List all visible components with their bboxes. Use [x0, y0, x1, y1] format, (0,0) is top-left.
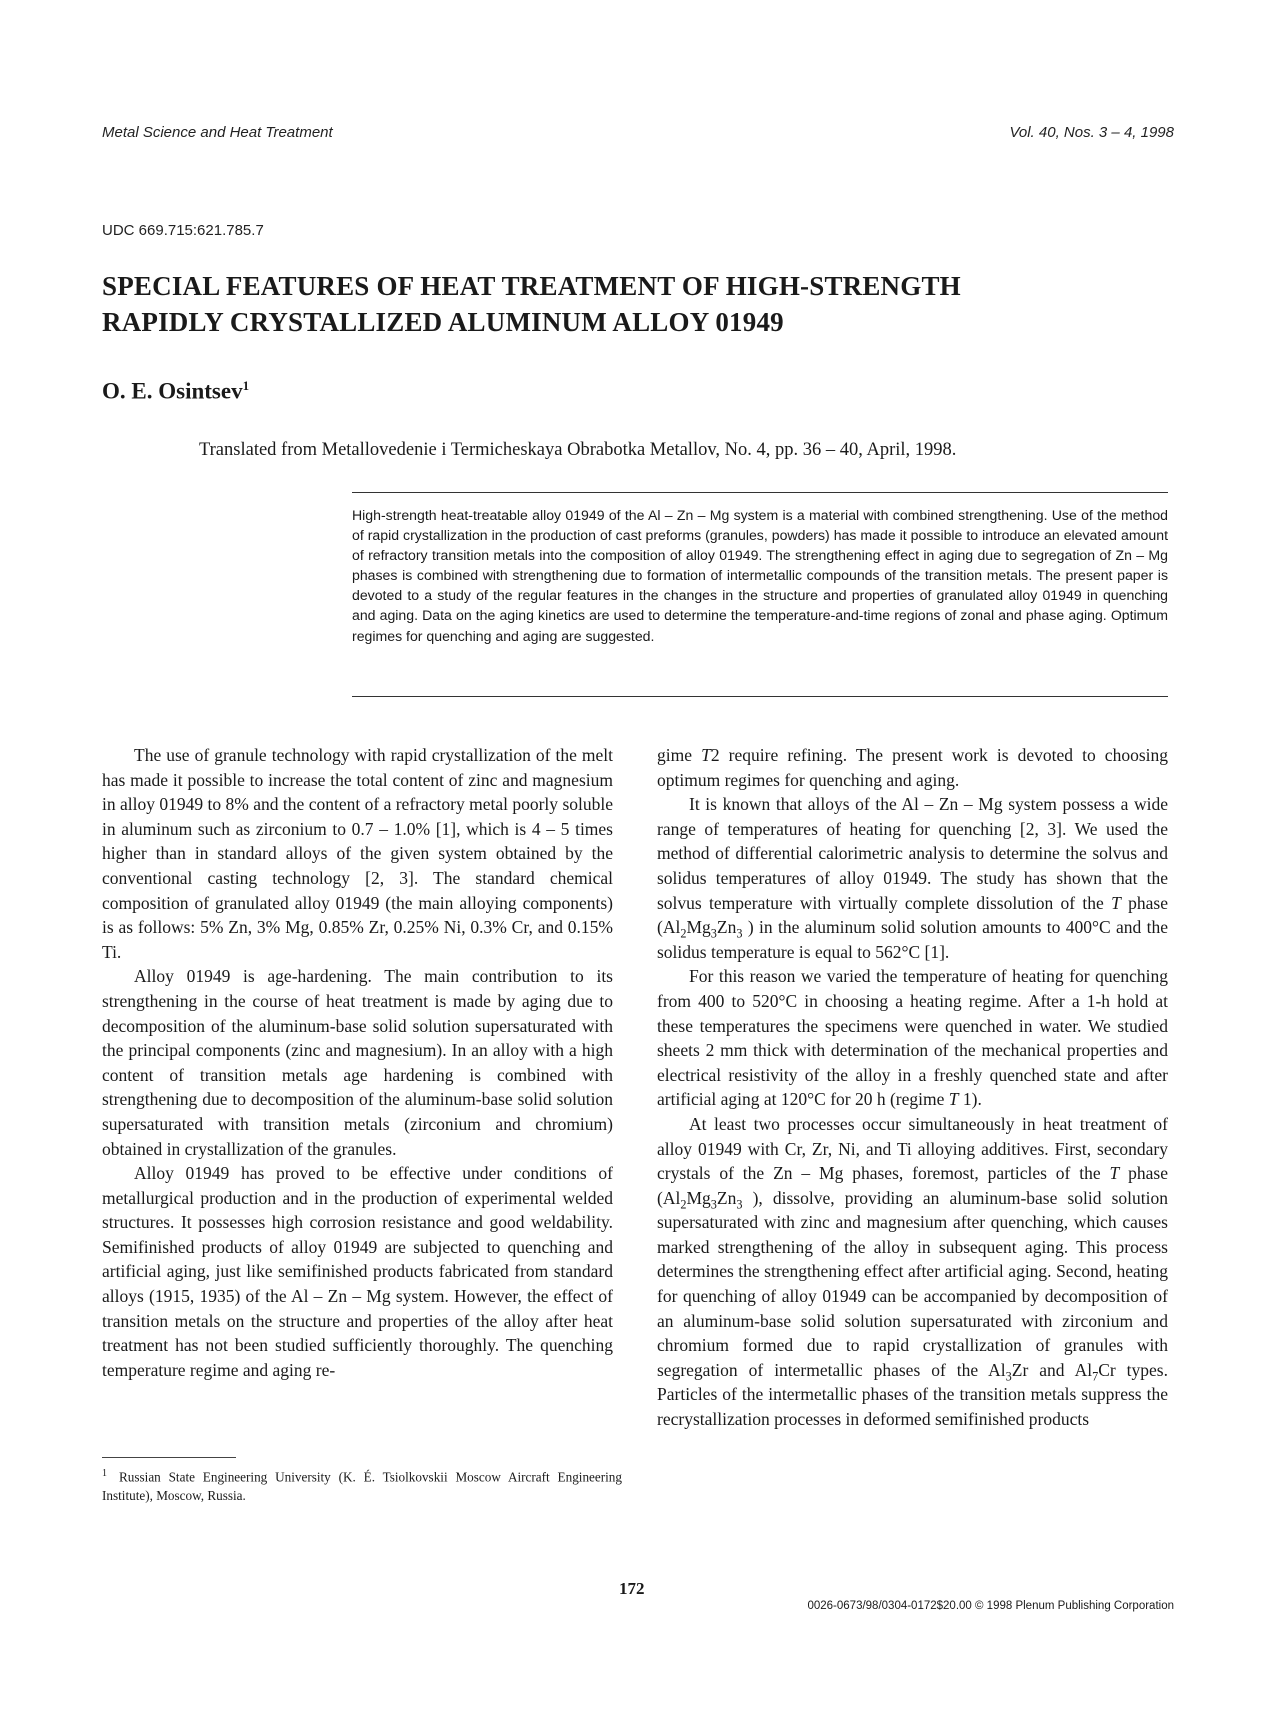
footnote-mark: 1	[102, 1468, 107, 1479]
footnote-text: Russian State Engineering University (K. É. Tsiolkovskii Moscow Aircraft Engineering Institute), Moscow, Russia.	[102, 1469, 622, 1504]
paragraph: gime T2 require refining. The present work is devoted to choosing optimum regimes for quenching and aging.	[657, 745, 1168, 790]
translation-note: Translated from Metallovedenie i Termicheskaya Obrabotka Metallov, No. 4, pp. 36 – 40, April, 1998.	[199, 440, 957, 460]
paragraph: Alloy 01949 is age-hardening. The main contribution to its strengthening in the course of heat treatment is made by aging due to decomposition of the aluminum-base solid solution supersaturated with the principal components (zinc and magnesium). In an alloy with a high content of transition metals age hardening is combined with strengthening due to decomposition of the aluminum-base solid solution supersaturated with transition metals (zirconium and chromium) obtained in crystallization of the granules.	[102, 966, 613, 1159]
body-column-right	[657, 743, 1168, 1432]
paragraph: The use of granule technology with rapid crystallization of the melt has made it possible to increase the total content of zinc and magnesium in alloy 01949 to 8% and the content of a refractory metal poorly soluble in aluminum such as zirconium to 0.7 – 1.0% [1], which is 4 – 5 times higher than in standard alloys of the given system obtained by the conventional casting technology [2, 3]. The standard chemical composition of granulated alloy 01949 (the main alloying components) is as follows: 5% Zn, 3% Mg, 0.85% Zr, 0.25% Ni, 0.3% Cr, and 0.15% Ti.	[102, 745, 613, 962]
author-name: O. E. Osintsev	[102, 378, 243, 404]
article-title	[102, 268, 961, 340]
footnote	[102, 1464, 622, 1505]
paragraph: Alloy 01949 has proved to be effective under conditions of metallurgical production and in the production of experimental welded structures. It possesses high corrosion resistance and good weldability. Semifinished products of alloy 01949 are subjected to quenching and artificial aging, just like semifinished products fabricated from standard alloys (1915, 1935) of the Al – Zn – Mg system. However, the effect of transition metals on the structure and properties of the alloy after heat treatment has not been studied sufficiently thoroughly. The quenching temperature regime and aging re-	[102, 1163, 613, 1380]
paragraph: For this reason we varied the temperature of heating for quenching from 400 to 520°C in choosing a heating regime. After a 1-h hold at these temperatures the specimens were quenched in water. We studied sheets 2 mm thick with determination of the mechanical properties and electrical resistivity of the alloy in a freshly quenched state and after artificial aging at 120°C for 20 h (regime T 1).	[657, 966, 1168, 1110]
body-column-left	[102, 743, 613, 1382]
author	[102, 378, 249, 405]
abstract: High-strength heat-treatable alloy 01949 of the Al – Zn – Mg system is a material with combined strengthening. Use of the method of rapid crystallization in the production of cast preforms (granules, powders) has made it possible to introduce an elevated amount of refractory transition metals into the composition of alloy 01949. The strengthening effect in aging due to segregation of Zn – Mg phases is combined with strengthening due to formation of intermetallic compounds of the transition metals. The present paper is devoted to a study of the regular features in the changes in the structure and properties of granulated alloy 01949 in quenching and aging. Data on the aging kinetics are used to determine the temperature-and-time regions of zonal and phase aging. Optimum regimes for quenching and aging are suggested.	[352, 507, 1168, 644]
abstract-rule-bottom	[352, 696, 1168, 697]
abstract-rule-top	[352, 492, 1168, 493]
udc-code: UDC 669.715:621.785.7	[102, 222, 264, 239]
author-footnote-mark: 1	[242, 378, 250, 393]
title-line-2: RAPIDLY CRYSTALLIZED ALUMINUM ALLOY 01949	[102, 307, 784, 337]
paragraph: It is known that alloys of the Al – Zn – Mg system possess a wide range of temperatures of heating for quenching [2, 3]. We used the method of differential calorimetric analysis to determine the solvus and solidus temperatures of alloy 01949. The study has shown that the solvus temperature with virtually complete dissolution of the T phase ($Al_2Mg_3Zn_3$ ) in the aluminum solid solution amounts to 400°C and the solidus temperature is equal to 562°C [1].	[657, 794, 1168, 962]
page-number: 172	[619, 1579, 645, 1598]
copyright-line: 0026-0673/98/0304-0172$20.00 © 1998 Plenum Publishing Corporation	[807, 1600, 1174, 1612]
footnote-rule	[102, 1457, 236, 1458]
paragraph: At least two processes occur simultaneously in heat treatment of alloy 01949 with Cr, Zr, Ni, and Ti alloying additives. First, secondary crystals of the Zn – Mg phases, foremost, particles of the T phase ($Al_2Mg_3Zn_3$ ), dissolve, providing an aluminum-base solid solution supersaturated with zinc and magnesium after quenching, which causes marked strengthening of the alloy in subsequent aging. This process determines the strengthening effect after artificial aging. Second, heating for quenching of alloy 01949 can be accompanied by decomposition of an aluminum-base solid solution supersaturated with zirconium and chromium formed due to rapid crystallization of granules with segregation of intermetallic phases of the $Al_3Zr$ and $Al_7Cr$ types. Particles of the intermetallic phases of the transition metals suppress the recrystallization processes in deformed semifinished products	[657, 1113, 1168, 1430]
journal-name: Metal Science and Heat Treatment	[102, 124, 333, 141]
volume-info: Vol. 40, Nos. 3 – 4, 1998	[1009, 124, 1174, 141]
title-line-1: SPECIAL FEATURES OF HEAT TREATMENT OF HIGH-STRENGTH	[102, 271, 961, 301]
